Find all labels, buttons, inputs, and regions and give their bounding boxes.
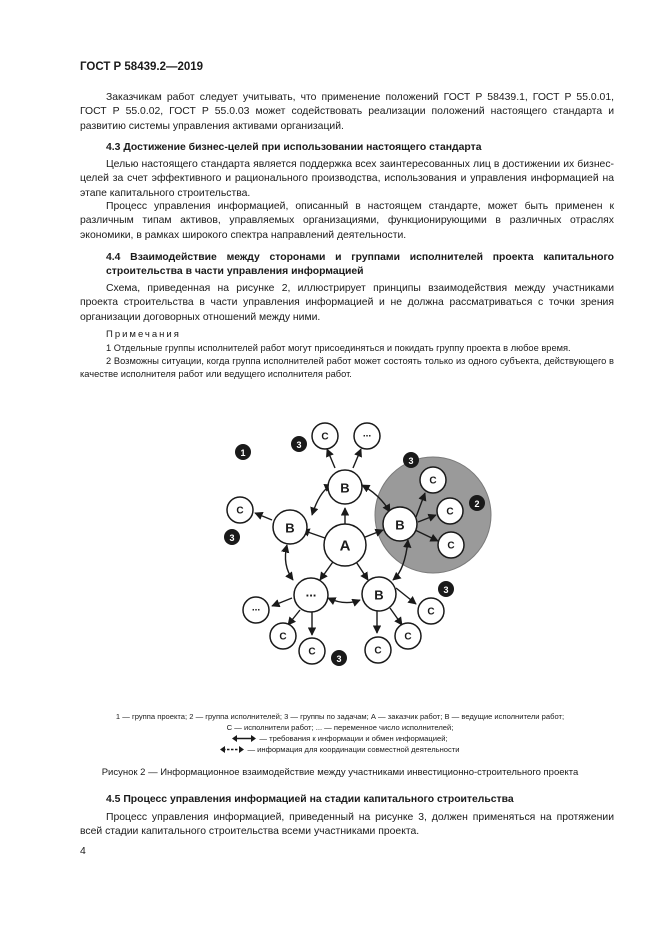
intro-paragraph: Заказчикам работ следует учитывать, что применение положений ГОСТ Р 58439.1, ГОСТ Р 55.0.01, ГОСТ Р 55.0.02, ГОСТ Р 55.0.03 может содействовать реализации положений настоящего стандарта и развитию системы управления активами организаций. [80, 92, 614, 132]
legend-line-4: — информация для координации совместной деятельности [247, 745, 460, 754]
executor-label-bottom-3: С [427, 606, 435, 618]
executor-label-top-1: С [321, 431, 329, 443]
arrow-btop-dots [353, 449, 361, 468]
section-4-4-paragraph-1: Схема, приведенная на рисунке 2, иллюстрирует принципы взаимодействия между участниками проекта строительства в части управления информацией и не должна рассматриваться с точки зрения организации договорных отношений между ними. [80, 283, 614, 323]
note-2: 2 Возможны ситуации, когда группа исполнителей работ может состоять только из одного субъекта, действующего в качестве исполнителя работ или ведущего исполнителя работ. [80, 356, 614, 379]
executor-label-bottom-4: С [404, 631, 412, 643]
curve-dots-bleft [285, 545, 293, 580]
marker-label-3a: 3 [296, 440, 302, 450]
variable-label-top: ... [362, 428, 372, 440]
lead-label-left: В [285, 520, 295, 536]
arrow-bbottom-c1 [396, 588, 416, 604]
section-4-3-heading: 4.3 Достижение бизнес-целей при использовании настоящего стандарта [106, 142, 482, 153]
variable-label-bottom-left: ... [251, 602, 261, 614]
legend-dashed-arrow-icon [220, 745, 244, 754]
section-4-3-paragraph-1: Целью настоящего стандарта является поддержка всех заинтересованных лиц в достижении их бизнес-целей за счет эффективного и рационального производства, использования и управления информацией на этапе капитального строительства. [80, 159, 614, 199]
marker-label-3e: 3 [336, 654, 342, 664]
arrow-btop-c [327, 449, 335, 468]
marker-label-3b: 3 [408, 456, 414, 466]
variable-label-main: ... [305, 584, 317, 600]
lead-label-bottom: В [374, 587, 384, 603]
executor-label-bottom-1: С [279, 631, 287, 643]
legend-line-3: — требования к информации и обмен информацией; [259, 734, 448, 743]
notes-title: Примечания [106, 329, 181, 340]
executor-label-left: С [236, 505, 244, 517]
executor-label-group-2: С [446, 506, 454, 518]
lead-label-top: В [340, 480, 350, 496]
marker-label-1: 1 [240, 448, 246, 458]
executor-label-group-1: С [429, 475, 437, 487]
legend-line-2: С — исполнители работ; ... — переменное число исполнителей; [226, 723, 454, 732]
curve-bbottom-dots [328, 598, 360, 603]
legend-line-4-row [60, 745, 620, 754]
customer-label: А [339, 537, 351, 555]
executor-label-bottom-2: С [308, 646, 316, 658]
section-4-5-paragraph-1: Процесс управления информацией, приведенный на рисунке 3, должен применяться на протяжении всей стадии капитального строительства всеми участниками проекта. [80, 812, 614, 838]
legend-line-3-row [60, 734, 620, 743]
marker-label-2: 2 [474, 499, 480, 509]
section-4-5-heading: 4.5 Процесс управления информацией на стадии капитального строительства [106, 794, 514, 805]
marker-label-3d: 3 [443, 585, 449, 595]
page-number: 4 [80, 846, 86, 857]
arrow-dots-c1 [288, 610, 300, 625]
section-4-4-heading: 4.4 Взаимодействие между сторонами и группами исполнителей проекта капитального строительства в части управления информацией [106, 252, 614, 277]
note-1: 1 Отдельные группы исполнителей работ могут присоединяться и покидать группу проекта в любое время. [106, 343, 571, 353]
section-4-3-paragraph-2: Процесс управления информацией, описанный в настоящем стандарте, может быть применен к различным типам активов, управляемых организациями, функционирующими в различных отраслях экономики, в рамках широкого спектра направлений деятельности. [80, 201, 614, 241]
executor-label-bottom-5: С [374, 645, 382, 657]
legend-solid-arrow-icon [232, 734, 256, 743]
marker-label-3c: 3 [229, 533, 235, 543]
lead-label-right: В [395, 517, 405, 533]
arrow-dots-dots [272, 598, 292, 606]
arrow-bleft-c [255, 513, 272, 520]
standard-header: ГОСТ Р 58439.2—2019 [80, 61, 204, 73]
legend-line-1: 1 — группа проекта; 2 — группа исполнителей; 3 — группы по задачам; А — заказчик работ; В — ведущие исполнители работ; [115, 712, 565, 721]
arrow-bbottom-c2 [390, 608, 402, 625]
figure-caption: Рисунок 2 — Информационное взаимодействие между участниками инвестиционно-строительного проекта [101, 767, 579, 778]
executor-label-group-3: С [447, 540, 455, 552]
